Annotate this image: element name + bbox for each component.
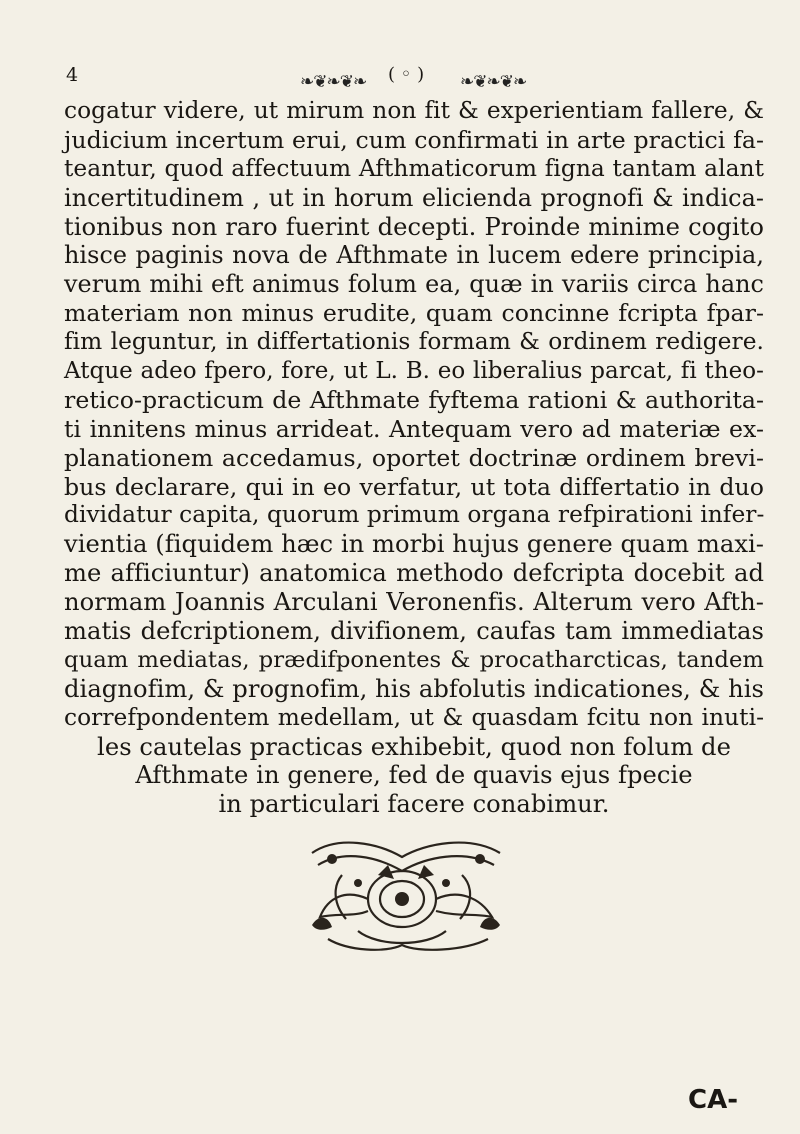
text-line: ti innitens minus arrideat. Antequam vero ad materiæ ex- [64,414,764,443]
text-line: bus declarare, qui in eo verfatur, ut tota differtatio in duo [64,472,764,501]
header-ornament-left: ❧❦❧❦❧ [300,72,367,92]
text-line: les cautelas practicas exhibebit, quod non folum de [97,732,731,761]
text-line: Atque adeo fpero, fore, ut L. B. eo liberalius parcat, fi theo- [64,358,764,385]
text-line: teantur, quod affectuum Afthmaticorum figna tantam alant [64,154,764,182]
text-line: quam mediatas, prædifponentes & procatharcticas, tandem [64,646,764,673]
floral-tailpiece-ornament-icon [298,835,514,955]
text-line: judicium incertum erui, cum confirmati in arte practici fa- [64,125,764,154]
text-line: dividatur capita, quorum primum organa refpirationi infer- [64,501,765,529]
text-line: fim leguntur, in differtationis formam & ordinem redigere. [64,328,764,356]
text-line: Afthmate in genere, fed de quavis ejus fpecie [135,761,693,790]
header-mark: ( ◦ ) [388,64,425,85]
text-line: me afficiuntur) anatomica methodo defcripta docebit ad [64,559,764,588]
text-line: normam Joannis Arculani Veronenfis. Alterum vero Afth- [64,588,764,617]
text-line: verum mihi eft animus folum ea, quæ in variis circa hanc [64,270,764,299]
text-line: tionibus non raro fuerint decepti. Proinde minime cogito [64,212,764,241]
header-ornament-right: ❧❦❧❦❧ [460,72,527,92]
text-line: planationem accedamus, oportet doctrinæ ordinem brevi- [64,443,764,472]
text-line: hisce paginis nova de Afthmate in lucem edere principia, [64,241,764,270]
text-line: in particulari facere conabimur. [218,790,610,819]
text-line: correfpondentem medellam, ut & quasdam fcitu non inuti- [64,703,764,731]
text-line: materiam non minus erudite, quam concinne fcripta fpar- [64,299,764,328]
text-line: cogatur videre, ut mirum non fit & experientiam fallere, & [64,97,764,124]
catchword: CA- [688,1085,738,1115]
page-number: 4 [66,64,79,86]
body-text [64,97,764,819]
text-line: vientia (fiquidem hæc in morbi hujus genere quam maxi- [64,530,765,559]
text-line: incertitudinem , ut in horum elicienda prognofi & indica- [64,183,764,212]
text-line: matis defcriptionem, divifionem, caufas tam immediatas [64,617,764,646]
text-line: diagnofim, & prognofim, his abfolutis indicationes, & his [64,674,764,703]
text-line: retico-practicum de Afthmate fyftema rationi & authorita- [64,385,764,414]
running-header [0,62,800,92]
